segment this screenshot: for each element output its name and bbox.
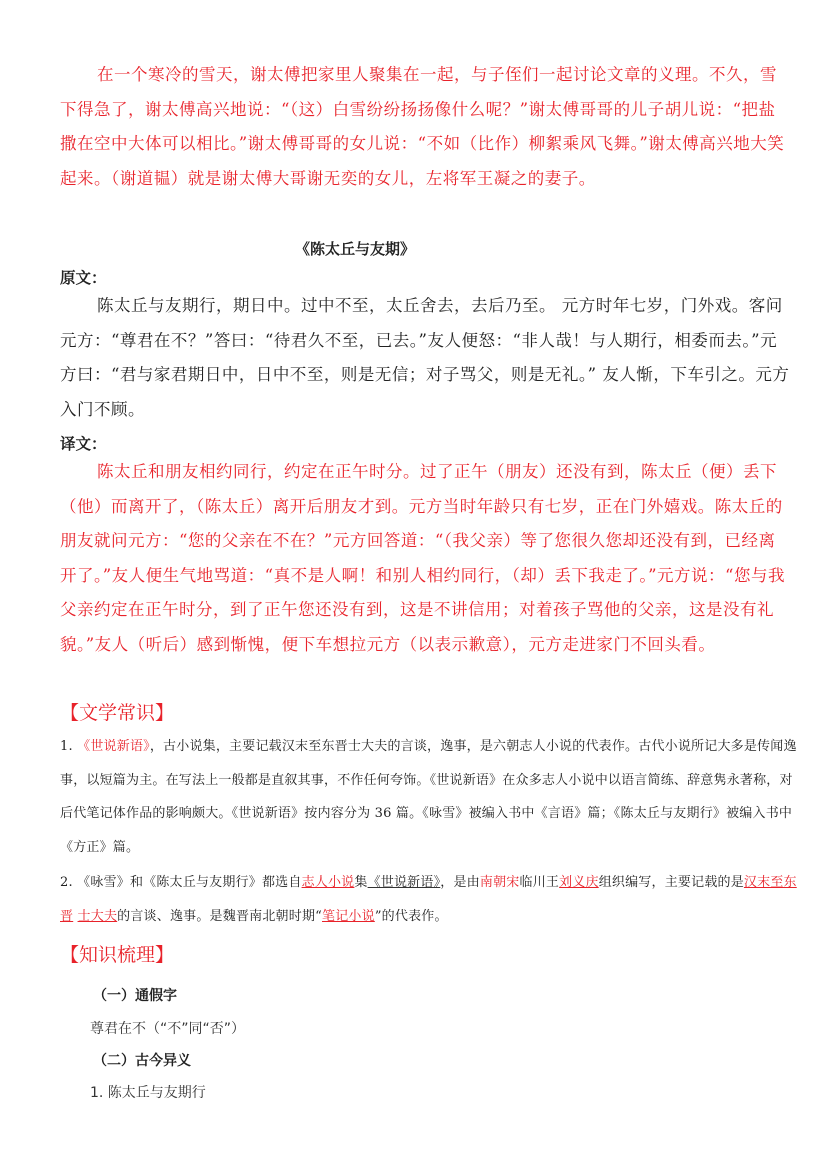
blank-answer: 笔记小说 (322, 908, 375, 924)
blank-answer: 志人小说 (301, 875, 355, 890)
gujinyiyi-heading: （二）古今异义 (93, 1053, 191, 1069)
item-number: 2. (60, 875, 73, 890)
gujinyiyi-item: 1. 陈太丘与友期行 (90, 1085, 206, 1101)
item-text: 《咏雪》和《陈太丘与友期行》都选自 (77, 875, 302, 890)
item-number: 1. (60, 739, 73, 754)
item-text: 的言谈、逸事。是魏晋南北朝时期“ (117, 908, 323, 924)
item-text: 临川王 (519, 875, 560, 890)
blank-answer: 刘义庆 (559, 875, 599, 890)
item-text: 集 (354, 875, 368, 890)
blank-answer: 《世说新语》 (367, 875, 441, 890)
item-text: ，古小说集，主要记载汉末至东晋士大夫的言谈，逸事，是六朝志人小说的代表作。古代小说所记大多是传闻逸事，以短篇为主。在写法上一般都是直叙其事，不作任何夸饰。《世说新语》在众多志人小说中以语言简练、辞意隽永著称，对后代笔记体作品的影响颇大。《世说新语》按内容分为 36 篇。《咏雪》被编入书中《言语》篇；《陈太丘与友期行》被编入书中《方正》篇。 (60, 739, 797, 855)
item-text: ，是由 (440, 875, 480, 890)
translation-intro-paragraph: 在一个寒冷的雪天，谢太傅把家里人聚集在一起，与子侄们一起讨论文章的义理。不久，雪下得急了，谢太傅高兴地说：“（这）白雪纷纷扬扬像什么呢？”谢太傅哥哥的儿子胡儿说：“把盐撒在空中大体可以相比。”谢太傅哥哥的女儿说：“不如（比作）柳絮乘风飞舞。”谢太傅高兴地大笑起来。（谢道韫）就是谢太傅大哥谢无奕的女儿，左将军王凝之的妻子。 (60, 65, 785, 188)
red-highlight: 南朝宋 (479, 875, 520, 890)
original-text-paragraph: 陈太丘与友期行，期日中。过中不至，太丘舍去，去后乃至。 元方时年七岁，门外戏。客问元方：“尊君在不？”答曰：“待君久不至，已去。”友人便怒：“非人哉！与人期行，相委而去。”元方曰：“君与家君期日中，日中不至，则是无信；对子骂父，则是无礼。” 友人惭，下车引之。元方入门不顾。 (60, 296, 790, 419)
knowledge-review-heading: 【知识梳理】 (60, 944, 175, 966)
item-text: ”的代表作。 (374, 908, 448, 924)
book-title-highlight: 《世说新语》 (77, 739, 150, 754)
literary-knowledge-heading: 【文学常识】 (60, 702, 175, 724)
translation-label: 译文： (60, 435, 107, 453)
article-title: 《陈太丘与友期》 (295, 240, 416, 258)
item-text: 组织编写，主要记载的是 (598, 875, 744, 890)
translation-text-paragraph: 陈太丘和朋友相约同行，约定在正午时分。过了正午（朋友）还没有到，陈太丘（便）丢下（他）而离开了，（陈太丘）离开后朋友才到。元方当时年龄只有七岁，正在门外嬉戏。陈太丘的朋友就问元方：“您的父亲在不在？”元方回答道：“（我父亲）等了您很久您却还没有到，已经离开了。”友人便生气地骂道：“真不是人啊！和别人相约同行，（却）丢下我走了。”元方说：“您与我父亲约定在正午时分，到了正午您还没有到，这是不讲信用；对着孩子骂他的父亲，这是没有礼貌。”友人（听后）感到惭愧，便下车想拉元方（以表示歉意），元方走进家门不回头看。 (60, 462, 785, 654)
blank-answer: 士大夫 (77, 908, 118, 924)
literary-item-2 (60, 866, 800, 933)
original-label: 原文： (60, 269, 107, 287)
tongjiazi-text: 尊君在不（“不”同“否”） (90, 1021, 246, 1037)
literary-item-1 (60, 730, 800, 864)
tongjiazi-heading: （一）通假字 (93, 988, 177, 1004)
blank-answer: 汉末至东晋 (60, 875, 797, 924)
